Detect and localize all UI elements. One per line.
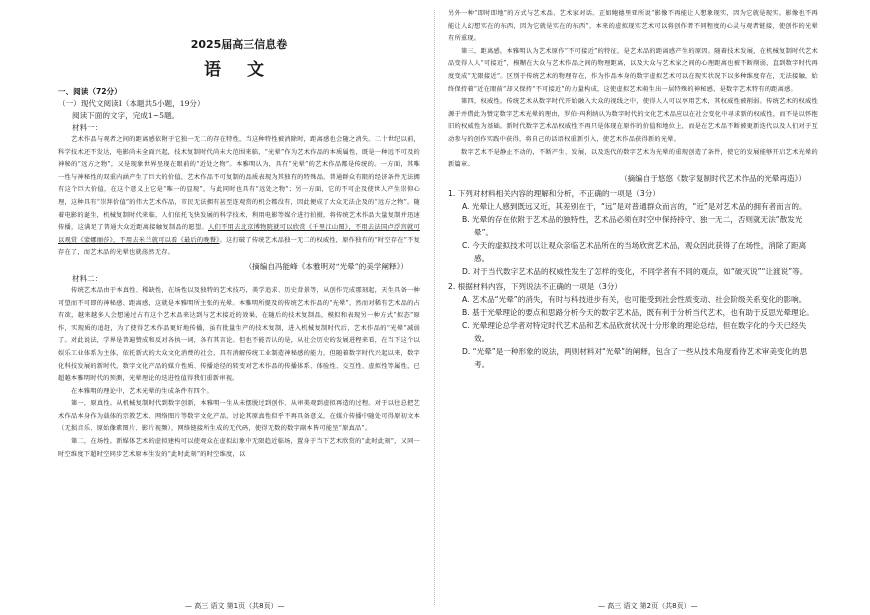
question-1-option-a: A. 光晕让人感到既远又近，其差别在于，“远”是对普通群众而言的，“近”是对艺术品的拥有者而言的。 xyxy=(462,201,807,211)
question-1-option-c: C. 今天的虚拟技术可以让观众亲临艺术品所在的当场欣赏艺术品，观众因此获得了在场性，消除了距离感。 xyxy=(462,240,807,263)
question-1-option-b: B. 光晕的存在依附于艺术品的独特性，艺术品必须在时空中保持持守、独一无二，否则就无法“散发光晕”。 xyxy=(462,214,803,237)
question-2: 2. 根据材料内容，下列说法不正确的一项是（3分） xyxy=(448,281,622,291)
material-one-paragraph xyxy=(58,134,420,260)
m1-underlined-sentence: 人们不用去北京博物院就可以欣赏《千里江山图》，不用去法国卢浮宫就可以观赏《蒙娜丽莎》，不用去米兰就可以看《最后的晚餐》 xyxy=(58,224,420,244)
question-1: 1. 下列对材料相关内容的理解和分析，不正确的一项是（3分） xyxy=(448,188,660,198)
material-two-source: （摘编自于悠悠《数字复制时代艺术作品的光晕再造》） xyxy=(619,173,806,183)
material-two-paragraph-2: 在本雅明的理论中，艺术光晕的生成条件有四个。 xyxy=(71,387,213,395)
question-2-option-c: C. 光晕理论总学者对特定时代艺术品和艺术品欣赏状况十分形象的理论总结，但在数字化的今天已经失效。 xyxy=(462,320,807,343)
right-paragraph-2: 第三，距离感。本雅明认为艺术原作“不可接近”的特征，是艺术品的距离感产生的原因。随着技术发展，在机械复制时代艺术品变得人人“可接近”，模糊在大众与艺术作品之间的物理距离，以及大众与艺术家之间的心理距离也被不断削弱，直到数字时代再度变成“无限接近”。区别于传统艺术的物理存在，作为作品本身的数字虚拟艺术可以在现实状况下以多种维度存在，无法接触，始终保持着“近在眼前”却又保持“不可接近”的力量构成，这使虚拟艺术萌生出一层特殊的神秘感，是数字艺术特有的距离感。 xyxy=(448,47,818,93)
material-two-label: 材料二： xyxy=(72,273,103,283)
section-heading: 一、阅读（72分） xyxy=(58,87,122,96)
m1-text-a: 艺术作品与观者之间的距离感依附于它独一无二的存在特性，当这种特性被消除时，距离感也会随之消失。二十世纪以前，科学技术还不发达，电影尚未全面兴起，技术复制时代尚未大范围来临，“光晕”作为艺术作品的本质属性，既是一种远不可及的神秘的“远方之物”，又是现象世界呈现在眼前的“近处之物”。本雅明认为，具有“光晕”的艺术作品都是传统的。一方面，其唯一性与神秘性的双重内涵产生了巨大的价值，艺术作品不可复制的品质表现为其独有的特殊品，普通群众有限的经济条件无法拥有这个巨大价值，在这个意义上它是“唯一的显现”，与此同时也具有“远处之物”；另一方面，它的不可企及使世人产生崇仰心理，这种具有“崇拜价值”的伟大艺术作品，市民无法拥有甚至连观赏的机会都没有，因此便成了大众无法企及的“远方之物”。随着电影的诞生，机械复制时代来临，人们依托飞快发展的科学技术，利用电影等媒介进行拍摄，将传统艺术作品大量复制并迅速传播，这满足了普通大众近距离接触复制品的愿望。 xyxy=(58,136,420,232)
m1-text-b: 。这打破了传统艺术品独一无二的权威性，原作独有的“时空存在”不复存在了，而艺术品的光晕也就荡然无存。 xyxy=(58,236,420,257)
reading-instruction: 阅读下面的文字，完成1~5题。 xyxy=(72,111,180,120)
page-divider xyxy=(434,10,435,605)
material-one-source: （摘编自冯能峰《本雅明对“光晕”的美学阐释》） xyxy=(244,261,408,271)
question-2-option-b: B. 基于光晕理论的要点和思路分析今天的数字艺术品，既有利于分析当代艺术，也有助于反思光晕理论。 xyxy=(462,307,814,317)
material-one-label: 材料一： xyxy=(72,123,103,132)
right-page-footer: — 高三 语文 第2页（共8页）— xyxy=(598,602,698,610)
left-page xyxy=(58,0,420,615)
right-paragraph-3: 第四，权威性。传统艺术从数字时代开始融入大众的视线之中，使得人人可以享用艺术，其权威性被削弱。传统艺术的权威性源于并借此为赞定数字艺术光晕的理由，罗伯·玛利纳认为数字时代的文化艺术品应以在社会变化中寻求新的权威性，而不是以怀抱旧的权威性为基础。新时代数字艺术品权威性不再只是体现在原作的价值和地位上，而是在艺术品不断被更新迭代以及人们对于互动参与的创作实践中获得，将自己的话语权重新引入，使艺术作品获得新的光晕。 xyxy=(448,98,818,143)
question-1-option-d: D. 对于当代数字艺术品的权威性发生了怎样的变化，不同学者有不同的观点，如“破灭说”“让渡说”等。 xyxy=(462,266,808,276)
right-page xyxy=(448,0,818,615)
right-paragraph-1: 另外一种“即时即地”的方式与艺术品、艺术家对话。正如鲍德里亚所说“影像不再能让人想象现实，因为它就是现实。影像也不再能让人幻想实在的东西，因为它就是实在的东西”，本来的虚拟现实艺术可以将创作者不同程度的心灵与观者链接，使创作的光晕有所重现。 xyxy=(448,10,818,43)
subsection-heading: （一）现代文阅读Ⅰ（本题共5小题，19分） xyxy=(58,99,205,108)
left-page-footer: — 高三 语文 第1页（共8页）— xyxy=(185,602,285,610)
question-2-option-a: A. 艺术品“光晕”的消失，有时与科技进步有关，也可能受到社会性质变动、社会阶级关系变化的影响。 xyxy=(462,294,807,304)
material-two-paragraph-3: 第一，原真性。从机械复制时代到数字创新，本雅明一生从未摆脱过到创作、从审美观到虚拟再造的过程。对于以往总把艺术作品本身作为载体的宗教艺术、网络图片等数字文化产品，讨论其原真性似乎不再具备意义，在媒介传播中随处可得原初文本（无损音乐、原始像素图片、影片视频），网络链接所生成的无代码，使得无数的数字副本皆可能呈“原真品”。 xyxy=(58,400,420,433)
material-two-paragraph-1: 传统艺术品由于本真性、稀缺性，在场性以及独特的艺术技巧，美学追求、历史背景等，从创作完成那刻起，天生具备一种可望而不可即的神秘感、距离感，这就是本雅明所主张的光晕。本雅明所提及的传统艺术作品的“光晕”，然而对稀有艺术品的占有欲，越来越多人会想通过占有这个艺术品来达到与艺术接近的效果，在随后的技术复制品，模拟和表现另一种方式“拟态”原作，实现质的追赶，为了使得艺术作品更好地传播，虽有批量生产的技术复制，进入机械复制时代后，艺术作品的“光晕”减弱了。对此说法，学界是普遍赞成和反对各执一词，各有其言论。但也不能否认的是，从社会历史的发展进程来看，在当下这个以娱乐工业体系为主体，依托新式的大众文化消费的社会，具有消解传统工业制造神秘感的能力，但随着数字时代兴起以来，数字化科技发展的新时代，数字文化产品的媒介性质、传播途径的转变对艺术作品的传播体系、体验性、交互性、虚拟性等属性，已超越本雅明时代的预测，光晕理论的迭进性值得我们重新审视。 xyxy=(58,286,420,383)
material-two-paragraph-4: 第二，在场性。新媒体艺术的虚拟建构可以使观众在虚拟幻象中无限趋近临场，置身于当下艺术欣赏的“此时此刻”，又同一时空维度下超时空同步艺术原本生发的“此时此刻”的时空维度，以 xyxy=(58,438,420,458)
exam-title: 2025届高三信息卷 xyxy=(190,38,288,51)
right-paragraph-4: 数字艺术不是静止不动的，不断产生、发展，以及迭代的数字艺术为光晕的重现创造了条件，使它的发展能够开启艺术光晕的新篇章。 xyxy=(448,148,818,169)
subject-title: 语 文 xyxy=(204,60,274,80)
question-2-option-d: D. “光晕”是一种形象的说法，两则材料对“光晕”的阐释，包含了一些从技术角度看待艺术审美变化的思考。 xyxy=(462,346,808,369)
